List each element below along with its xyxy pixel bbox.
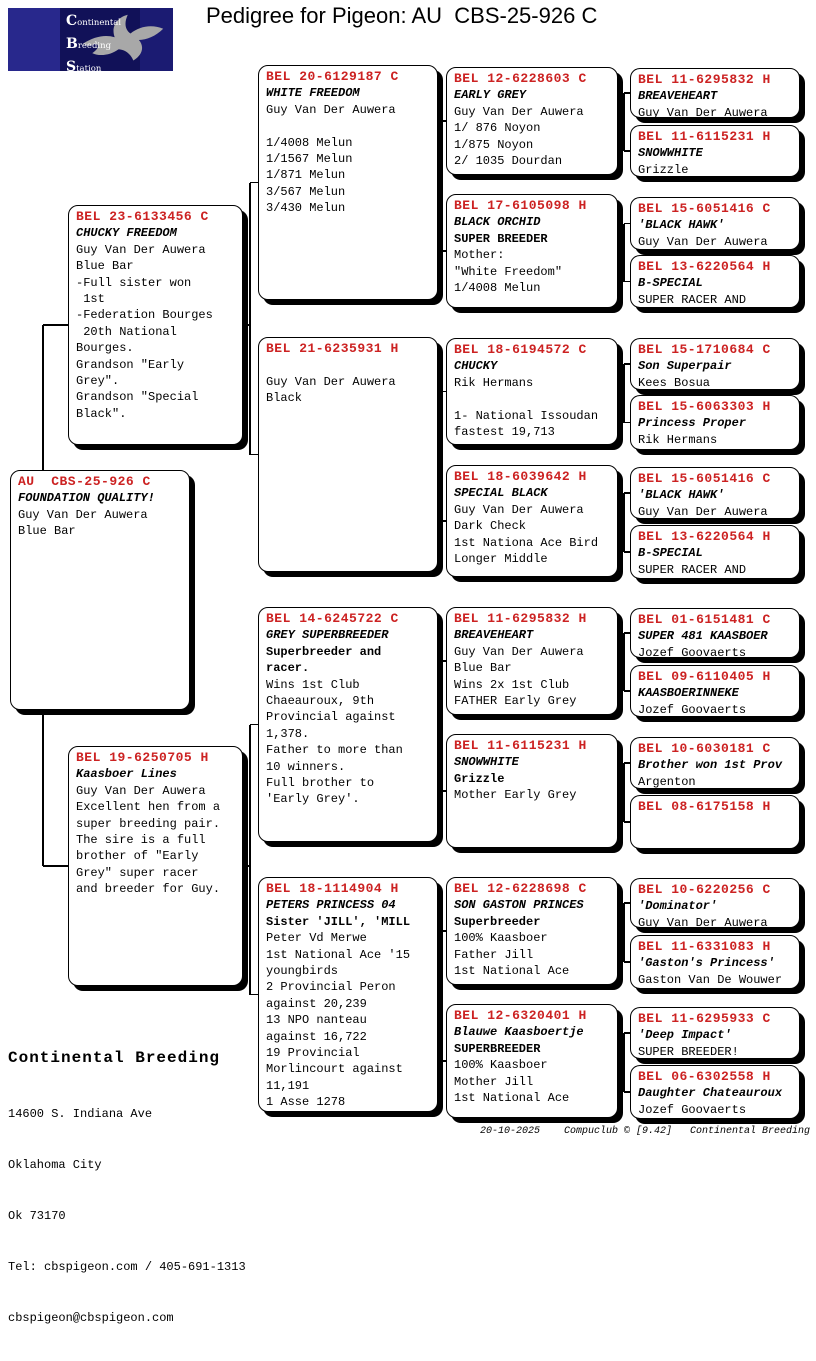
info-line: 1- National Issoudan xyxy=(454,408,599,423)
bird-name: KAASBOERINNEKE xyxy=(638,686,739,701)
pedigree-box xyxy=(446,67,618,175)
ring-number: BEL 15-6063303 H xyxy=(638,399,771,414)
info-line: 1st National Ace '15 xyxy=(266,947,411,962)
bird-name: Brother won 1st Prov xyxy=(638,758,783,773)
bird-name: Princess Proper xyxy=(638,416,747,431)
bird-name: Son Superpair xyxy=(638,359,732,374)
pedigree-box xyxy=(630,795,800,849)
logo-line-station xyxy=(66,56,121,79)
logo-line-breeding xyxy=(66,33,121,56)
bird-name: Kaasboer Lines xyxy=(76,767,177,782)
info-line: Wins 1st Club xyxy=(266,677,360,692)
info-line: Blue Bar xyxy=(454,661,512,676)
connector-line xyxy=(249,183,251,455)
ring-number: BEL 11-6295933 C xyxy=(638,1011,771,1026)
ring-number: BEL 12-6228603 C xyxy=(454,71,587,86)
ring-number: BEL 11-6295832 H xyxy=(454,611,587,626)
cbs-logo xyxy=(8,8,173,75)
info-line: Grizzle xyxy=(454,771,505,786)
bird-name: 'Deep Impact' xyxy=(638,1028,732,1043)
info-line: Jozef Goovaerts xyxy=(638,702,747,717)
bird-name: SON GASTON PRINCES xyxy=(454,898,584,913)
bird-name: 'Dominator' xyxy=(638,899,718,914)
info-line: Mother: xyxy=(454,248,505,263)
connector-line xyxy=(623,93,625,151)
info-line: SUPERBREEDER xyxy=(454,1041,541,1056)
bird-name: BREAVEHEART xyxy=(638,89,718,104)
ring-number: BEL 15-6051416 C xyxy=(638,201,771,216)
info-line: 10 winners. xyxy=(266,759,346,774)
ring-number: BEL 12-6228698 C xyxy=(454,881,587,896)
ring-number: BEL 13-6220564 H xyxy=(638,529,771,544)
pedigree-box xyxy=(630,68,800,118)
info-line: 1 Asse 1278 xyxy=(266,1095,346,1110)
page-title: Pedigree for Pigeon: AU CBS-25-926 C xyxy=(206,3,598,28)
ring-number: BEL 15-6051416 C xyxy=(638,471,771,486)
info-line: 1st National Ace xyxy=(454,1091,570,1106)
info-line: The sire is a full xyxy=(76,833,206,848)
info-line: Gaston Van De Wouwer xyxy=(638,972,783,987)
breeder-name: Continental Breeding xyxy=(8,1049,221,1067)
info-line: Dark Check xyxy=(454,519,527,534)
info-line: Peter Vd Merwe xyxy=(266,931,367,946)
info-line: 1/875 Noyon xyxy=(454,137,534,152)
connector-line xyxy=(250,994,258,996)
info-line: Guy Van Der Auwera xyxy=(638,234,768,249)
connector-line xyxy=(43,865,68,867)
pedigree-box xyxy=(630,467,800,519)
info-line: 11,191 xyxy=(266,1078,310,1093)
info-line: Mother Jill xyxy=(454,1074,534,1089)
pedigree-box xyxy=(630,878,800,928)
connector-line xyxy=(441,392,443,522)
info-line: Black xyxy=(266,391,303,406)
ring-number: BEL 19-6250705 H xyxy=(76,750,209,765)
connector-line xyxy=(250,182,258,184)
pedigree-box xyxy=(258,877,438,1112)
info-line: 1st Nationa Ace Bird xyxy=(454,535,599,550)
logo-rest-continental: ontinental xyxy=(77,18,122,28)
bird-name: B-SPECIAL xyxy=(638,546,703,561)
info-line: FATHER Early Grey xyxy=(454,694,577,709)
info-line: Guy Van Der Auwera xyxy=(76,783,206,798)
info-line: 13 NPO nanteau xyxy=(266,1013,367,1028)
address-line: Ok 73170 xyxy=(8,1209,66,1223)
ring-number: BEL 09-6110405 H xyxy=(638,669,771,684)
address-line: Oklahoma City xyxy=(8,1158,102,1172)
info-line: Superbreeder and xyxy=(266,644,382,659)
ring-number: BEL 11-6331083 H xyxy=(638,939,771,954)
bird-name: B-SPECIAL xyxy=(638,276,703,291)
info-line: 1/ 876 Noyon xyxy=(454,121,541,136)
info-line: "White Freedom" xyxy=(454,264,563,279)
info-line: 1/4008 Melun xyxy=(266,135,353,150)
info-line: 'Early Grey'. xyxy=(266,792,360,807)
connector-line xyxy=(43,324,68,326)
logo-text xyxy=(66,10,121,79)
info-line: SUPER RACER AND xyxy=(638,292,747,307)
bird-name: BLACK ORCHID xyxy=(454,215,541,230)
bird-name: FOUNDATION QUALITY! xyxy=(18,491,155,506)
info-line xyxy=(454,391,610,407)
info-line: Rik Hermans xyxy=(454,375,534,390)
info-line: 100% Kaasboer xyxy=(454,931,548,946)
logo-rest-breeding: reeding xyxy=(77,41,112,51)
address-line: Tel: cbspigeon.com / 405-691-1313 xyxy=(8,1260,246,1274)
pedigree-box xyxy=(446,607,618,715)
info-line: Jozef Goovaerts xyxy=(638,645,747,660)
ring-number: BEL 11-6115231 H xyxy=(638,129,771,144)
bird-name: 'BLACK HAWK' xyxy=(638,218,725,233)
pedigree-box xyxy=(630,338,800,390)
connector-line xyxy=(623,364,625,423)
ring-number: BEL 15-1710684 C xyxy=(638,342,771,357)
info-line: Grey" super racer xyxy=(76,865,199,880)
logo-initial-c: C xyxy=(66,13,78,29)
info-line: Guy Van Der Auwera xyxy=(454,644,584,659)
info-line: Bourges. xyxy=(76,341,134,356)
bird-name: Daughter Chateauroux xyxy=(638,1086,783,1101)
info-line: fastest 19,713 xyxy=(454,425,555,440)
ring-number: BEL 12-6320401 H xyxy=(454,1008,587,1023)
connector-line xyxy=(623,903,625,962)
info-line: Grandson "Early xyxy=(76,357,185,372)
ring-number: BEL 14-6245722 C xyxy=(266,611,399,626)
info-line: 1st xyxy=(76,292,105,307)
ring-number: BEL 06-6302558 H xyxy=(638,1069,771,1084)
ring-number: BEL 01-6151481 C xyxy=(638,612,771,627)
info-line: 1/4008 Melun xyxy=(454,281,541,296)
pedigree-box xyxy=(630,125,800,177)
pedigree-box xyxy=(258,607,438,842)
info-line: Guy Van Der Auwera xyxy=(18,507,148,522)
info-line: Grandson "Special xyxy=(76,390,199,405)
info-line: Guy Van Der Auwera xyxy=(638,915,768,930)
info-line: SUPER RACER AND xyxy=(638,562,747,577)
bird-name: Blauwe Kaasboertje xyxy=(454,1025,584,1040)
info-line: against 20,239 xyxy=(266,996,367,1011)
info-line: Blue Bar xyxy=(18,524,76,539)
info-line: racer. xyxy=(266,661,310,676)
pedigree-box xyxy=(630,608,800,658)
info-line: Superbreeder xyxy=(454,914,541,929)
ring-number: BEL 10-6030181 C xyxy=(638,741,771,756)
info-line: Mother Early Grey xyxy=(454,788,577,803)
pedigree-box xyxy=(446,194,618,308)
pedigree-box xyxy=(68,746,243,986)
bird-name: SUPER 481 KAASBOER xyxy=(638,629,768,644)
info-line: Jozef Goovaerts xyxy=(638,1102,747,1117)
bird-name: SNOWWHITE xyxy=(454,755,519,770)
pedigree-box xyxy=(630,255,800,308)
pedigree-box xyxy=(630,395,800,450)
info-line: against 16,722 xyxy=(266,1029,367,1044)
ring-number: BEL 11-6115231 H xyxy=(454,738,587,753)
pedigree-box xyxy=(446,465,618,577)
bird-name: CHUCKY xyxy=(454,359,498,374)
info-line: Father to more than xyxy=(266,743,403,758)
bird-name: SPECIAL BLACK xyxy=(454,486,548,501)
logo-initial-b: B xyxy=(66,36,78,52)
pedigree-box xyxy=(10,470,190,710)
bird-name: GREY SUPERBREEDER xyxy=(266,628,389,643)
connector-line xyxy=(623,763,625,822)
info-line: Guy Van Der Auwera xyxy=(266,374,396,389)
info-line: 3/567 Melun xyxy=(266,184,346,199)
connector-line xyxy=(623,1033,625,1092)
pedigree-box xyxy=(446,338,618,445)
info-line: youngbirds xyxy=(266,964,339,979)
connector-line xyxy=(249,725,251,995)
pedigree-box xyxy=(630,1007,800,1059)
info-line: Black". xyxy=(76,406,127,421)
info-line: Sister 'JILL', 'MILL xyxy=(266,914,411,929)
info-line: Guy Van Der Auwera xyxy=(454,104,584,119)
info-line: SUPER BREEDER! xyxy=(638,1044,739,1059)
bird-name: EARLY GREY xyxy=(454,88,527,103)
info-line: Father Jill xyxy=(454,947,534,962)
logo-line-continental xyxy=(66,10,121,33)
info-line: super breeding pair. xyxy=(76,816,221,831)
print-info: 20-10-2025 Compuclub © [9.42] Continental Breeding xyxy=(479,1126,810,1137)
breeder-address xyxy=(8,1016,246,1361)
pedigree-box xyxy=(630,1065,800,1119)
logo-left-band xyxy=(8,8,60,71)
pedigree-box xyxy=(630,737,800,789)
ring-number: BEL 08-6175158 H xyxy=(638,799,771,814)
info-line: 1,378. xyxy=(266,726,310,741)
pedigree-box xyxy=(630,935,800,989)
connector-line xyxy=(250,454,258,456)
pedigree-box xyxy=(630,665,800,717)
logo-initial-s: S xyxy=(66,59,77,75)
info-line: 100% Kaasboer xyxy=(454,1058,548,1073)
pedigree-box xyxy=(68,205,243,445)
info-line: Morlincourt against xyxy=(266,1062,403,1077)
pedigree-box xyxy=(258,65,438,300)
bird-name: 'Gaston's Princess' xyxy=(638,956,775,971)
ring-number: BEL 20-6129187 C xyxy=(266,69,399,84)
ring-number: BEL 18-6194572 C xyxy=(454,342,587,357)
pedigree-box xyxy=(446,1004,618,1118)
connector-line xyxy=(623,224,625,282)
info-line: Wins 2x 1st Club xyxy=(454,677,570,692)
info-line: 2 Provincial Peron xyxy=(266,980,396,995)
info-line: 3/430 Melun xyxy=(266,201,346,216)
logo-rest-station: tation xyxy=(76,64,102,74)
ring-number: BEL 10-6220256 C xyxy=(638,882,771,897)
info-line: Provincial against xyxy=(266,710,396,725)
info-line: Rik Hermans xyxy=(638,432,718,447)
ring-number: BEL 13-6220564 H xyxy=(638,259,771,274)
ring-number: BEL 11-6295832 H xyxy=(638,72,771,87)
info-line: Grey". xyxy=(76,374,120,389)
ring-number: BEL 21-6235931 H xyxy=(266,341,399,356)
info-line: Chaeauroux, 9th xyxy=(266,694,375,709)
connector-line xyxy=(623,633,625,691)
info-line: 19 Provincial xyxy=(266,1046,360,1061)
pedigree-box xyxy=(446,734,618,848)
pedigree-box xyxy=(258,337,438,572)
info-line: Excellent hen from a xyxy=(76,800,221,815)
connector-line xyxy=(441,931,443,1061)
info-line: Longer Middle xyxy=(454,552,548,567)
info-line: brother of "Early xyxy=(76,849,199,864)
bird-name: PETERS PRINCESS 04 xyxy=(266,898,396,913)
pedigree-box xyxy=(630,197,800,250)
info-line: 20th National xyxy=(76,324,177,339)
ring-number: AU CBS-25-926 C xyxy=(18,474,151,489)
ring-number: BEL 17-6105098 H xyxy=(454,198,587,213)
bird-name: WHITE FREEDOM xyxy=(266,86,360,101)
ring-number: BEL 18-1114904 H xyxy=(266,881,399,896)
info-line: -Full sister won xyxy=(76,275,192,290)
connector-line xyxy=(441,121,443,251)
pedigree-box xyxy=(630,525,800,579)
info-line: Guy Van Der Auwera xyxy=(638,105,768,120)
info-line: and breeder for Guy. xyxy=(76,882,221,897)
info-line: Guy Van Der Auwera xyxy=(638,504,768,519)
info-line: 1st National Ace xyxy=(454,964,570,979)
info-line: Argenton xyxy=(638,774,696,789)
connector-line xyxy=(623,493,625,552)
info-line: -Federation Bourges xyxy=(76,308,213,323)
bird-name: SNOWWHITE xyxy=(638,146,703,161)
bird-name: 'BLACK HAWK' xyxy=(638,488,725,503)
info-line: 1/871 Melun xyxy=(266,168,346,183)
address-email: cbspigeon@cbspigeon.com xyxy=(8,1311,174,1325)
address-line: 14600 S. Indiana Ave xyxy=(8,1107,153,1121)
info-line: 1/1567 Melun xyxy=(266,152,353,167)
info-line: Guy Van Der Auwera xyxy=(454,502,584,517)
connector-line xyxy=(441,661,443,791)
info-line xyxy=(266,357,430,373)
info-line: Guy Van Der Auwera xyxy=(76,242,206,257)
info-line: 2/ 1035 Dourdan xyxy=(454,154,563,169)
info-line: Grizzle xyxy=(638,162,689,177)
ring-number: BEL 18-6039642 H xyxy=(454,469,587,484)
info-line: Guy Van Der Auwera xyxy=(266,102,396,117)
pedigree-box xyxy=(446,877,618,985)
info-line: Blue Bar xyxy=(76,259,134,274)
bird-name: BREAVEHEART xyxy=(454,628,534,643)
ring-number: BEL 23-6133456 C xyxy=(76,209,209,224)
info-line: Full brother to xyxy=(266,776,375,791)
connector-line xyxy=(250,724,258,726)
info-line xyxy=(266,118,430,134)
info-line: SUPER BREEDER xyxy=(454,231,548,246)
bird-name: CHUCKY FREEDOM xyxy=(76,226,177,241)
info-line: Kees Bosua xyxy=(638,375,711,390)
